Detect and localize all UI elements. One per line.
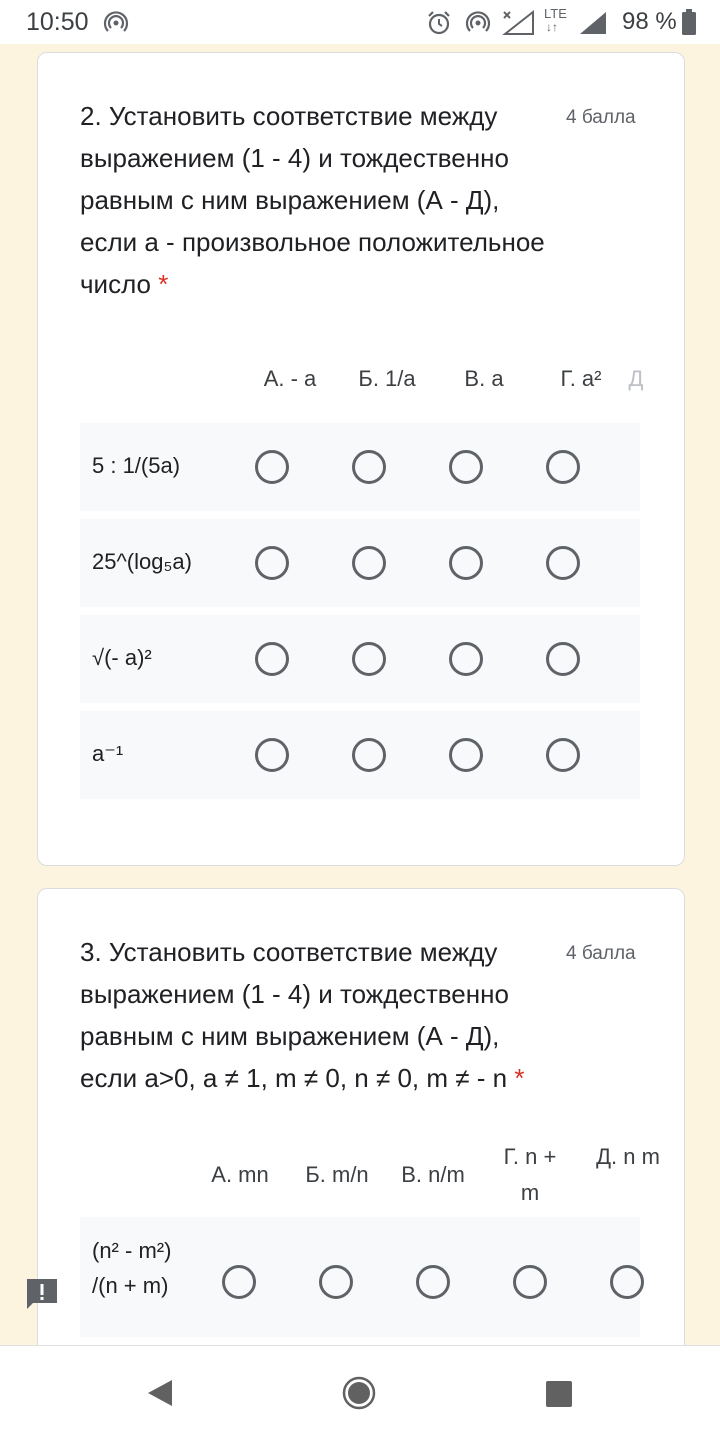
radio-button[interactable] — [449, 642, 483, 676]
column-header: Д — [628, 366, 644, 391]
network-type: LTE — [544, 6, 567, 21]
row-label: 25^(log₅а) — [92, 549, 192, 574]
column-header: В. n/m — [401, 1162, 465, 1187]
points-label: 4 балла — [566, 943, 636, 964]
column-header: Б. m/n — [305, 1162, 369, 1187]
status-bar — [0, 0, 720, 44]
back-icon[interactable] — [146, 1378, 174, 1408]
battery-percent: 98 % — [622, 8, 677, 35]
wifi-icon — [466, 10, 490, 34]
status-time: 10:50 — [26, 8, 89, 36]
grid-row — [80, 711, 640, 799]
radio-button[interactable] — [546, 642, 580, 676]
question-title — [80, 95, 550, 305]
question-title — [80, 931, 550, 1099]
grid-row — [80, 1217, 640, 1337]
radio-button[interactable] — [610, 1265, 644, 1299]
radio-button[interactable] — [255, 642, 289, 676]
radio-button[interactable] — [352, 642, 386, 676]
grid-row — [80, 423, 640, 511]
question-card-2 — [37, 52, 685, 866]
data-arrows-icon: ↓↑ — [546, 20, 558, 34]
signal-icon — [578, 10, 608, 36]
signal-no-data-icon — [502, 10, 536, 36]
points-label: 4 балла — [566, 107, 636, 128]
column-header: Г. n + m — [503, 1144, 557, 1205]
radio-button[interactable] — [449, 450, 483, 484]
choice-grid[interactable] — [80, 353, 644, 813]
required-mark: * — [158, 269, 169, 299]
radio-button[interactable] — [449, 738, 483, 772]
hotspot-icon — [104, 10, 128, 34]
question-text: 3. Установить соответствие между выражением (1 - 4) и тождественно равным с ним выражением (А - Д), если а>0, а ≠ 1, m ≠ 0, n ≠ 0, m ≠ - n — [80, 937, 509, 1093]
row-label: (n² - m²) /(n + m) — [92, 1238, 172, 1298]
column-header: А. mn — [211, 1162, 269, 1187]
radio-button[interactable] — [352, 738, 386, 772]
radio-button[interactable] — [255, 738, 289, 772]
radio-button[interactable] — [513, 1265, 547, 1299]
radio-button[interactable] — [255, 546, 289, 580]
column-header: Б. 1/а — [358, 366, 416, 391]
required-mark: * — [514, 1063, 525, 1093]
column-header: В. а — [464, 366, 504, 391]
radio-button[interactable] — [319, 1265, 353, 1299]
radio-button[interactable] — [449, 546, 483, 580]
grid-row — [80, 519, 640, 607]
radio-button[interactable] — [255, 450, 289, 484]
home-icon[interactable] — [342, 1376, 376, 1410]
column-header: А. - а — [263, 366, 317, 391]
radio-button[interactable] — [546, 546, 580, 580]
row-label: а⁻¹ — [92, 741, 124, 766]
radio-button[interactable] — [352, 450, 386, 484]
feedback-icon[interactable] — [24, 1276, 60, 1312]
navigation-bar — [0, 1345, 720, 1441]
column-header: Г. а² — [560, 366, 602, 391]
battery-icon — [682, 9, 696, 35]
question-text: 2. Установить соответствие между выражением (1 - 4) и тождественно равным с ним выражением (А - Д), если а - произвольное положительное число — [80, 101, 545, 299]
radio-button[interactable] — [416, 1265, 450, 1299]
radio-button[interactable] — [546, 738, 580, 772]
radio-button[interactable] — [546, 450, 580, 484]
alarm-icon — [426, 10, 452, 36]
row-label: 5 : 1/(5а) — [92, 453, 181, 478]
grid-row — [80, 615, 640, 703]
recents-icon[interactable] — [545, 1380, 573, 1408]
question-card-3 — [37, 888, 685, 1410]
row-label: √(- а)² — [92, 645, 152, 670]
radio-button[interactable] — [222, 1265, 256, 1299]
column-header: Д. n m — [596, 1144, 660, 1169]
radio-button[interactable] — [352, 546, 386, 580]
